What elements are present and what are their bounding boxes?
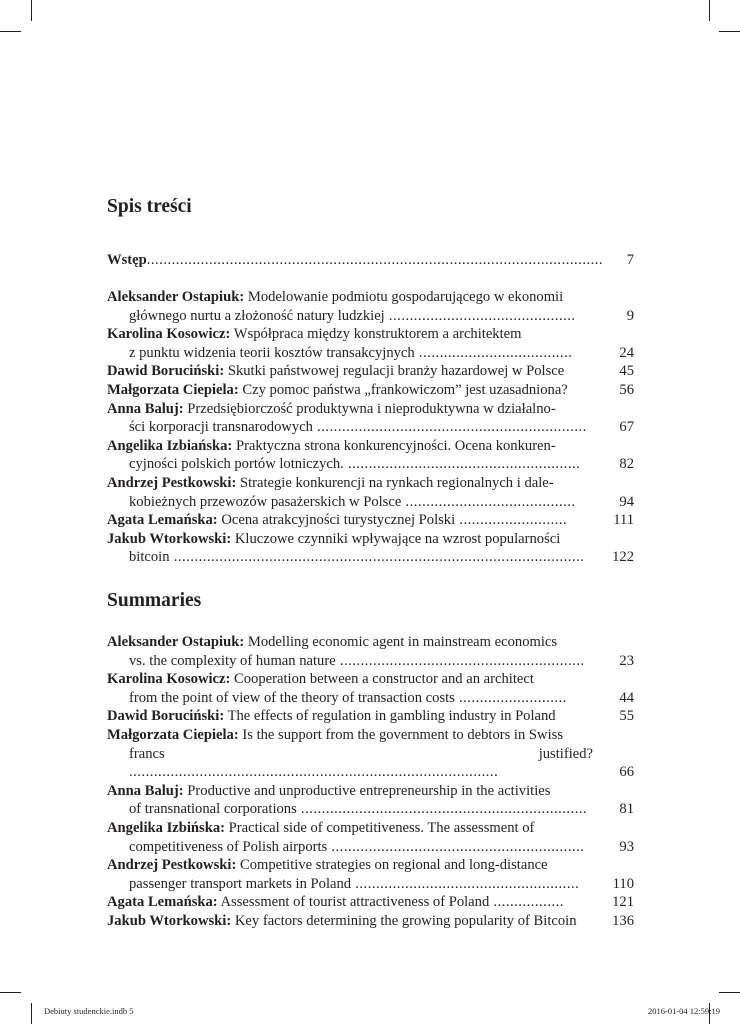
toc-entry[interactable] [107,325,634,362]
entry-title: Productive and unproductive entrepreneurship in the activities [187,782,551,799]
entry-author: Anna Baluj: [107,400,184,417]
leader-dots: ................. [489,894,564,911]
leader-dots: ........................................................... [335,652,585,669]
toc-entry[interactable] [107,633,634,670]
crop-mark [31,0,32,21]
toc-entry[interactable] [107,726,634,782]
page-number: 66 [619,764,634,781]
toc-entry[interactable] [107,893,634,912]
toc-entry[interactable] [107,251,634,270]
entry-title-continuation: passenger transport markets in Poland [129,875,352,892]
leader-dots: ................................................................. [312,419,587,436]
contents-list [107,288,634,567]
intro-title: Wstęp [107,252,147,268]
entry-title: Praktyczna strona konkurencyjności. Ocena konkuren- [235,437,556,454]
leader-dots: ......................................................................................... [129,764,499,781]
entry-author: Małgorzata Ciepiela: [107,726,239,743]
page-number: 94 [619,493,634,510]
toc-entry[interactable] [107,362,634,381]
entry-author: Andrzej Pestkowski: [107,857,237,874]
page-number: 67 [619,419,634,436]
entry-title: Kluczowe czynniki wpływające na wzrost popularności [234,530,561,547]
entry-author: Dawid Boruciński: [107,708,225,725]
leader-dots: ...................................................... [351,875,580,892]
crop-mark [31,1003,32,1024]
entry-title: Modelling economic agent in mainstream economics [247,634,558,650]
entry-title-continuation: głównego nurtu a złożoność natury ludzkiej [129,307,385,324]
page-number: 44 [619,689,634,706]
entry-title: Key factors determining the growing popularity of Bitcoin [234,912,577,929]
entry-author: Jakub Wtorkowski: [107,530,232,547]
toc-entry[interactable] [107,530,634,567]
page-number: 23 [619,652,634,669]
crop-mark [0,31,21,32]
entry-title: Is the support from the government to debtors in Swiss [242,726,563,743]
entry-title: Skutki państwowej regulacji branży hazardowej w Polsce [227,363,565,380]
leader-dots: ............................................. [384,307,576,324]
page-number: 9 [626,307,634,324]
entry-title: Competitive strategies on regional and long-distance [239,857,548,874]
page-number: 24 [619,344,634,361]
leader-dots: ........................................................ [343,456,581,473]
toc-entry[interactable] [107,437,634,474]
entry-author: Karolina Kosowicz: [107,326,231,343]
toc-entry[interactable] [107,819,634,856]
page-number: 122 [612,549,634,566]
entry-title: Assessment of tourist attractiveness of Poland [220,894,490,911]
entry-author: Angelika Izbińska: [107,819,225,836]
entry-title: Practical side of competitiveness. The assessment of [228,819,535,836]
leader-dots: ..................................................................... [296,801,588,818]
entry-title-continuation: z punktu widzenia teorii kosztów transakcyjnych [129,344,415,361]
entry-title: Ocena atrakcyjności turystycznej Polski [221,512,456,529]
toc-entry[interactable] [107,288,634,325]
entry-title: Strategie konkurencji na rynkach regionalnych i dale- [239,474,554,491]
print-slug: Debiuty studenckie.indb 5 [44,1006,134,1016]
entry-title: Czy pomoc państwa „frankowiczom” jest uzasadniona? [242,381,568,398]
print-timestamp: 2016-01-04 12:59:19 [647,1006,720,1016]
page-number: 55 [619,708,634,725]
summaries-list [107,633,634,931]
page-number: 81 [619,801,634,818]
toc-entry[interactable] [107,856,634,893]
entry-title-continuation: vs. the complexity of human nature [129,652,336,669]
entry-author: Dawid Boruciński: [107,363,225,380]
crop-mark [0,992,21,993]
page-number: 45 [619,363,634,380]
entry-author: Agata Lemańska: [107,512,218,529]
page-number: 121 [612,894,634,911]
contents-heading: Spis treści [107,196,192,217]
leader-dots: .......................... [455,512,568,529]
entry-title-continuation: bitcoin [129,549,170,566]
entry-title: The effects of regulation in gambling industry in Poland [227,708,556,725]
page-number: 111 [613,512,634,529]
toc-entry[interactable] [107,381,634,400]
entry-author: Jakub Wtorkowski: [107,912,232,929]
entry-author: Aleksander Ostapiuk: [107,289,245,305]
entry-title-continuation: competitiveness of Polish airports [129,838,328,855]
entry-author: Karolina Kosowicz: [107,671,231,688]
entry-title-continuation: from the point of view of the theory of transaction costs [129,689,455,706]
page-number: 93 [619,838,634,855]
entry-title: Przedsiębiorczość produktywna i nieproduktywna w działalno- [187,400,556,417]
leader-dots: ..................................... [414,344,573,361]
page-number: 136 [612,912,634,929]
page-number: 7 [626,252,634,268]
crop-mark [709,0,710,21]
page-number: 56 [619,381,634,398]
toc-entry[interactable] [107,707,634,726]
crop-mark [719,31,740,32]
intro-entry [107,251,634,270]
leader-dots: ................................................................................................... [169,549,585,566]
entry-title-continuation: francs justified? [129,745,593,762]
summaries-heading: Summaries [107,590,202,611]
entry-title: Modelowanie podmiotu gospodarującego w ekonomii [247,289,564,305]
leader-dots: ......................................... [401,493,576,510]
toc-entry[interactable] [107,782,634,819]
toc-entry[interactable] [107,670,634,707]
page-number: 82 [619,456,634,473]
entry-title-continuation: of transnational corporations [129,801,297,818]
entry-title-continuation: ści korporacji transnarodowych [129,419,313,436]
entry-author: Agata Lemańska: [107,894,218,911]
toc-entry[interactable] [107,400,634,437]
entry-author: Andrzej Pestkowski: [107,474,237,491]
leader-dots: .............................................................................................................. [146,252,604,268]
entry-title-continuation: cyjności polskich portów lotniczych. [129,456,344,473]
entry-author: Anna Baluj: [107,782,184,799]
leader-dots: ............................................................. [327,838,585,855]
toc-entry[interactable] [107,511,634,530]
crop-mark [719,992,740,993]
page-number: 110 [612,875,634,892]
entry-title-continuation: kobieżnych przewozów pasażerskich w Polsce [129,493,402,510]
entry-author: Angelika Izbiańska: [107,437,233,454]
entry-title: Współpraca między konstruktorem a architektem [233,326,522,343]
entry-title: Cooperation between a constructor and an architect [234,671,534,688]
leader-dots: .......................... [454,689,567,706]
entry-author: Małgorzata Ciepiela: [107,381,239,398]
toc-entry[interactable] [107,912,634,931]
entry-author: Aleksander Ostapiuk: [107,634,245,650]
toc-entry[interactable] [107,474,634,511]
